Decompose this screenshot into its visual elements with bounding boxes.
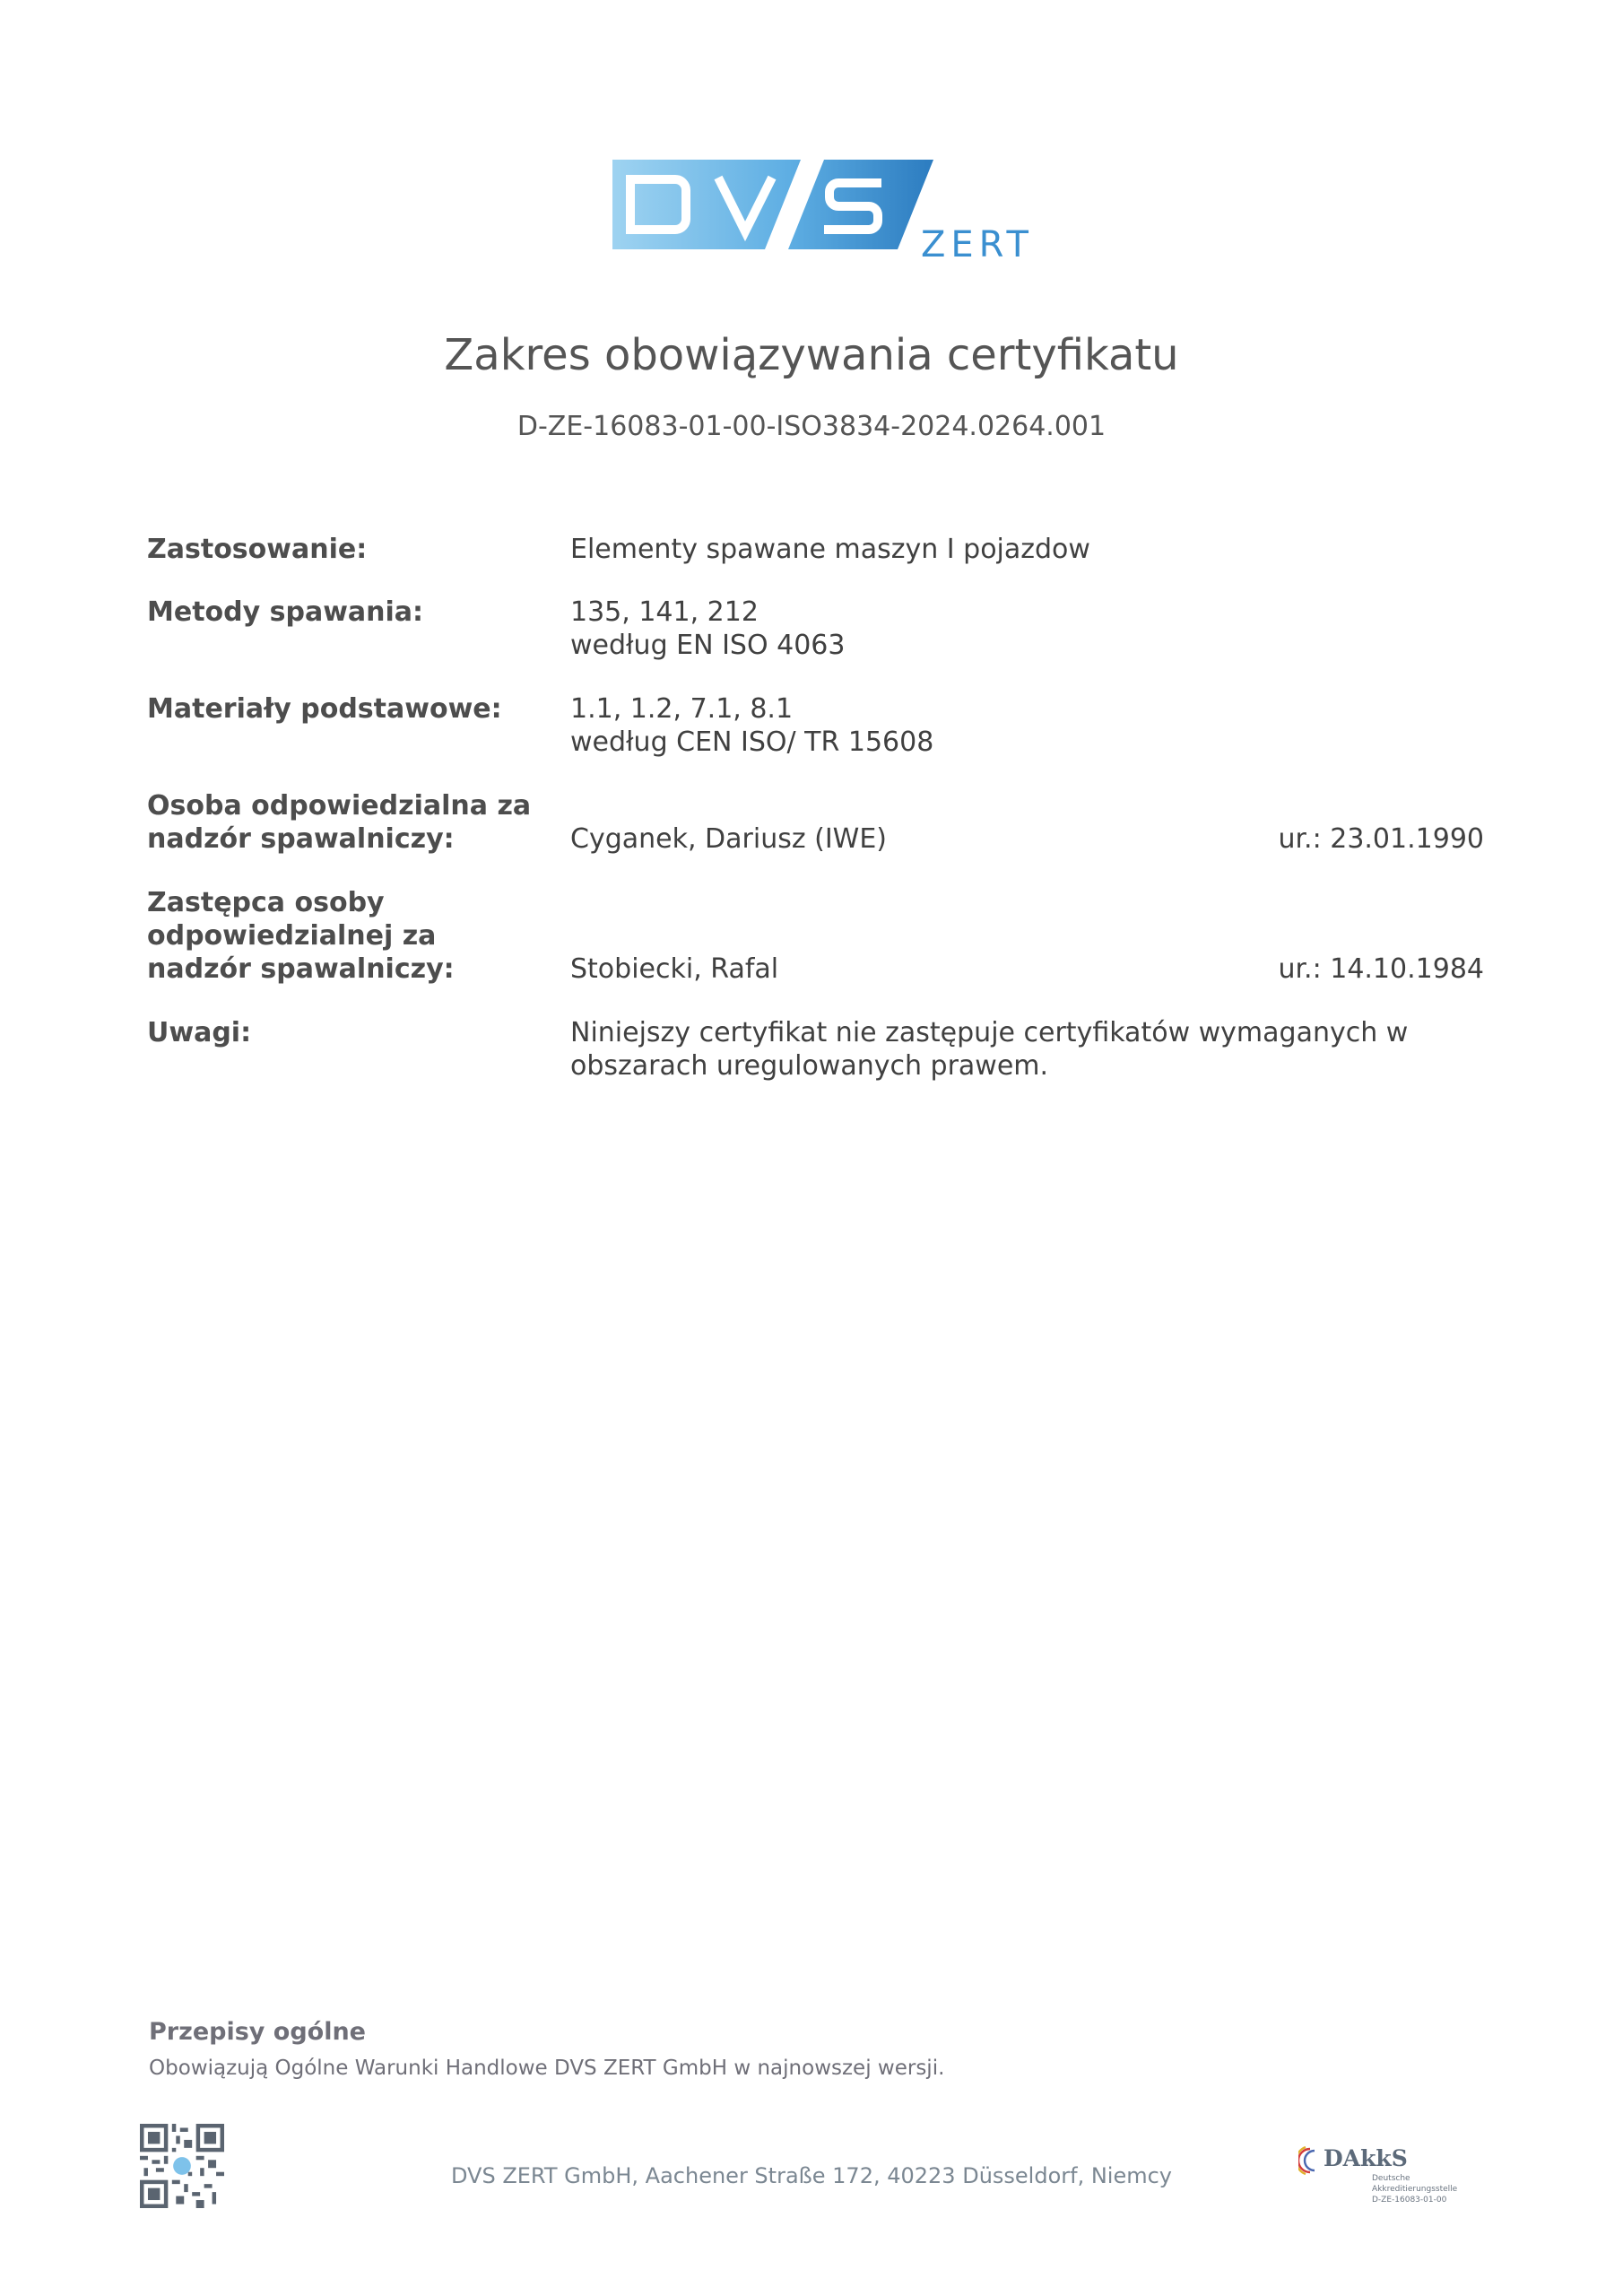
field-label-line: odpowiedzialnej za [147,920,437,952]
field-value: Stobiecki, Rafal [570,953,779,985]
field-label [147,789,568,856]
field-value-line: obszarach uregulowanych prawem. [570,1050,1049,1082]
field-label: Zastosowanie: [147,534,368,565]
field-value: Elementy spawane maszyn I pojazdow [570,534,1090,565]
dakks-line: Deutsche [1372,2174,1410,2183]
dakks-brand: DAkkS [1324,2145,1408,2171]
dakks-line: Akkreditierungsstelle [1372,2185,1458,2194]
field-value [570,692,1485,759]
general-provisions-text: Obowiązują Ogólne Warunki Handlowe DVS ZERT GmbH w najnowszej wersji. [149,2057,945,2080]
page-title: Zakres obowiązywania certyfikatu [444,330,1179,380]
field-label-line: nadzór spawalniczy: [147,953,455,985]
field-value [570,1016,1485,1083]
dvs-zert-logo [612,160,1052,260]
field-value-line: 1.1, 1.2, 7.1, 8.1 [570,693,794,725]
field-value-line: według EN ISO 4063 [570,630,846,661]
dakks-accreditation-logo [1298,2142,1505,2213]
field-value-line: 135, 141, 212 [570,596,759,628]
field-value-line: Niniejszy certyfikat nie zastępuje certyfikatów wymaganych w [570,1017,1409,1048]
field-label-line: Osoba odpowiedzialna za [147,790,532,822]
field-label [147,886,568,986]
dakks-arcs-icon [1298,2145,1322,2176]
field-label: Uwagi: [147,1017,252,1048]
footer-address: DVS ZERT GmbH, Aachener Straße 172, 40223 Düsseldorf, Niemcy [450,2163,1172,2188]
field-label: Metody spawania: [147,596,424,628]
field-label-line: nadzór spawalniczy: [147,823,455,855]
certificate-number: D-ZE-16083-01-00-ISO3834-2024.0264.001 [516,411,1107,442]
general-provisions-title: Przepisy ogólne [149,2018,366,2046]
field-value: Cyganek, Dariusz (IWE) [570,823,887,855]
field-label: Materiały podstawowe: [147,693,502,725]
date-of-birth: ur.: 14.10.1984 [1278,953,1484,985]
logo-suffix: ZERT [921,224,1034,260]
field-value [570,596,1485,662]
field-value-line: według CEN ISO/ TR 15608 [570,726,934,758]
date-of-birth: ur.: 23.01.1990 [1278,823,1484,855]
dakks-accreditation-number: D-ZE-16083-01-00 [1372,2196,1447,2205]
field-label-line: Zastępca osoby [147,887,385,918]
